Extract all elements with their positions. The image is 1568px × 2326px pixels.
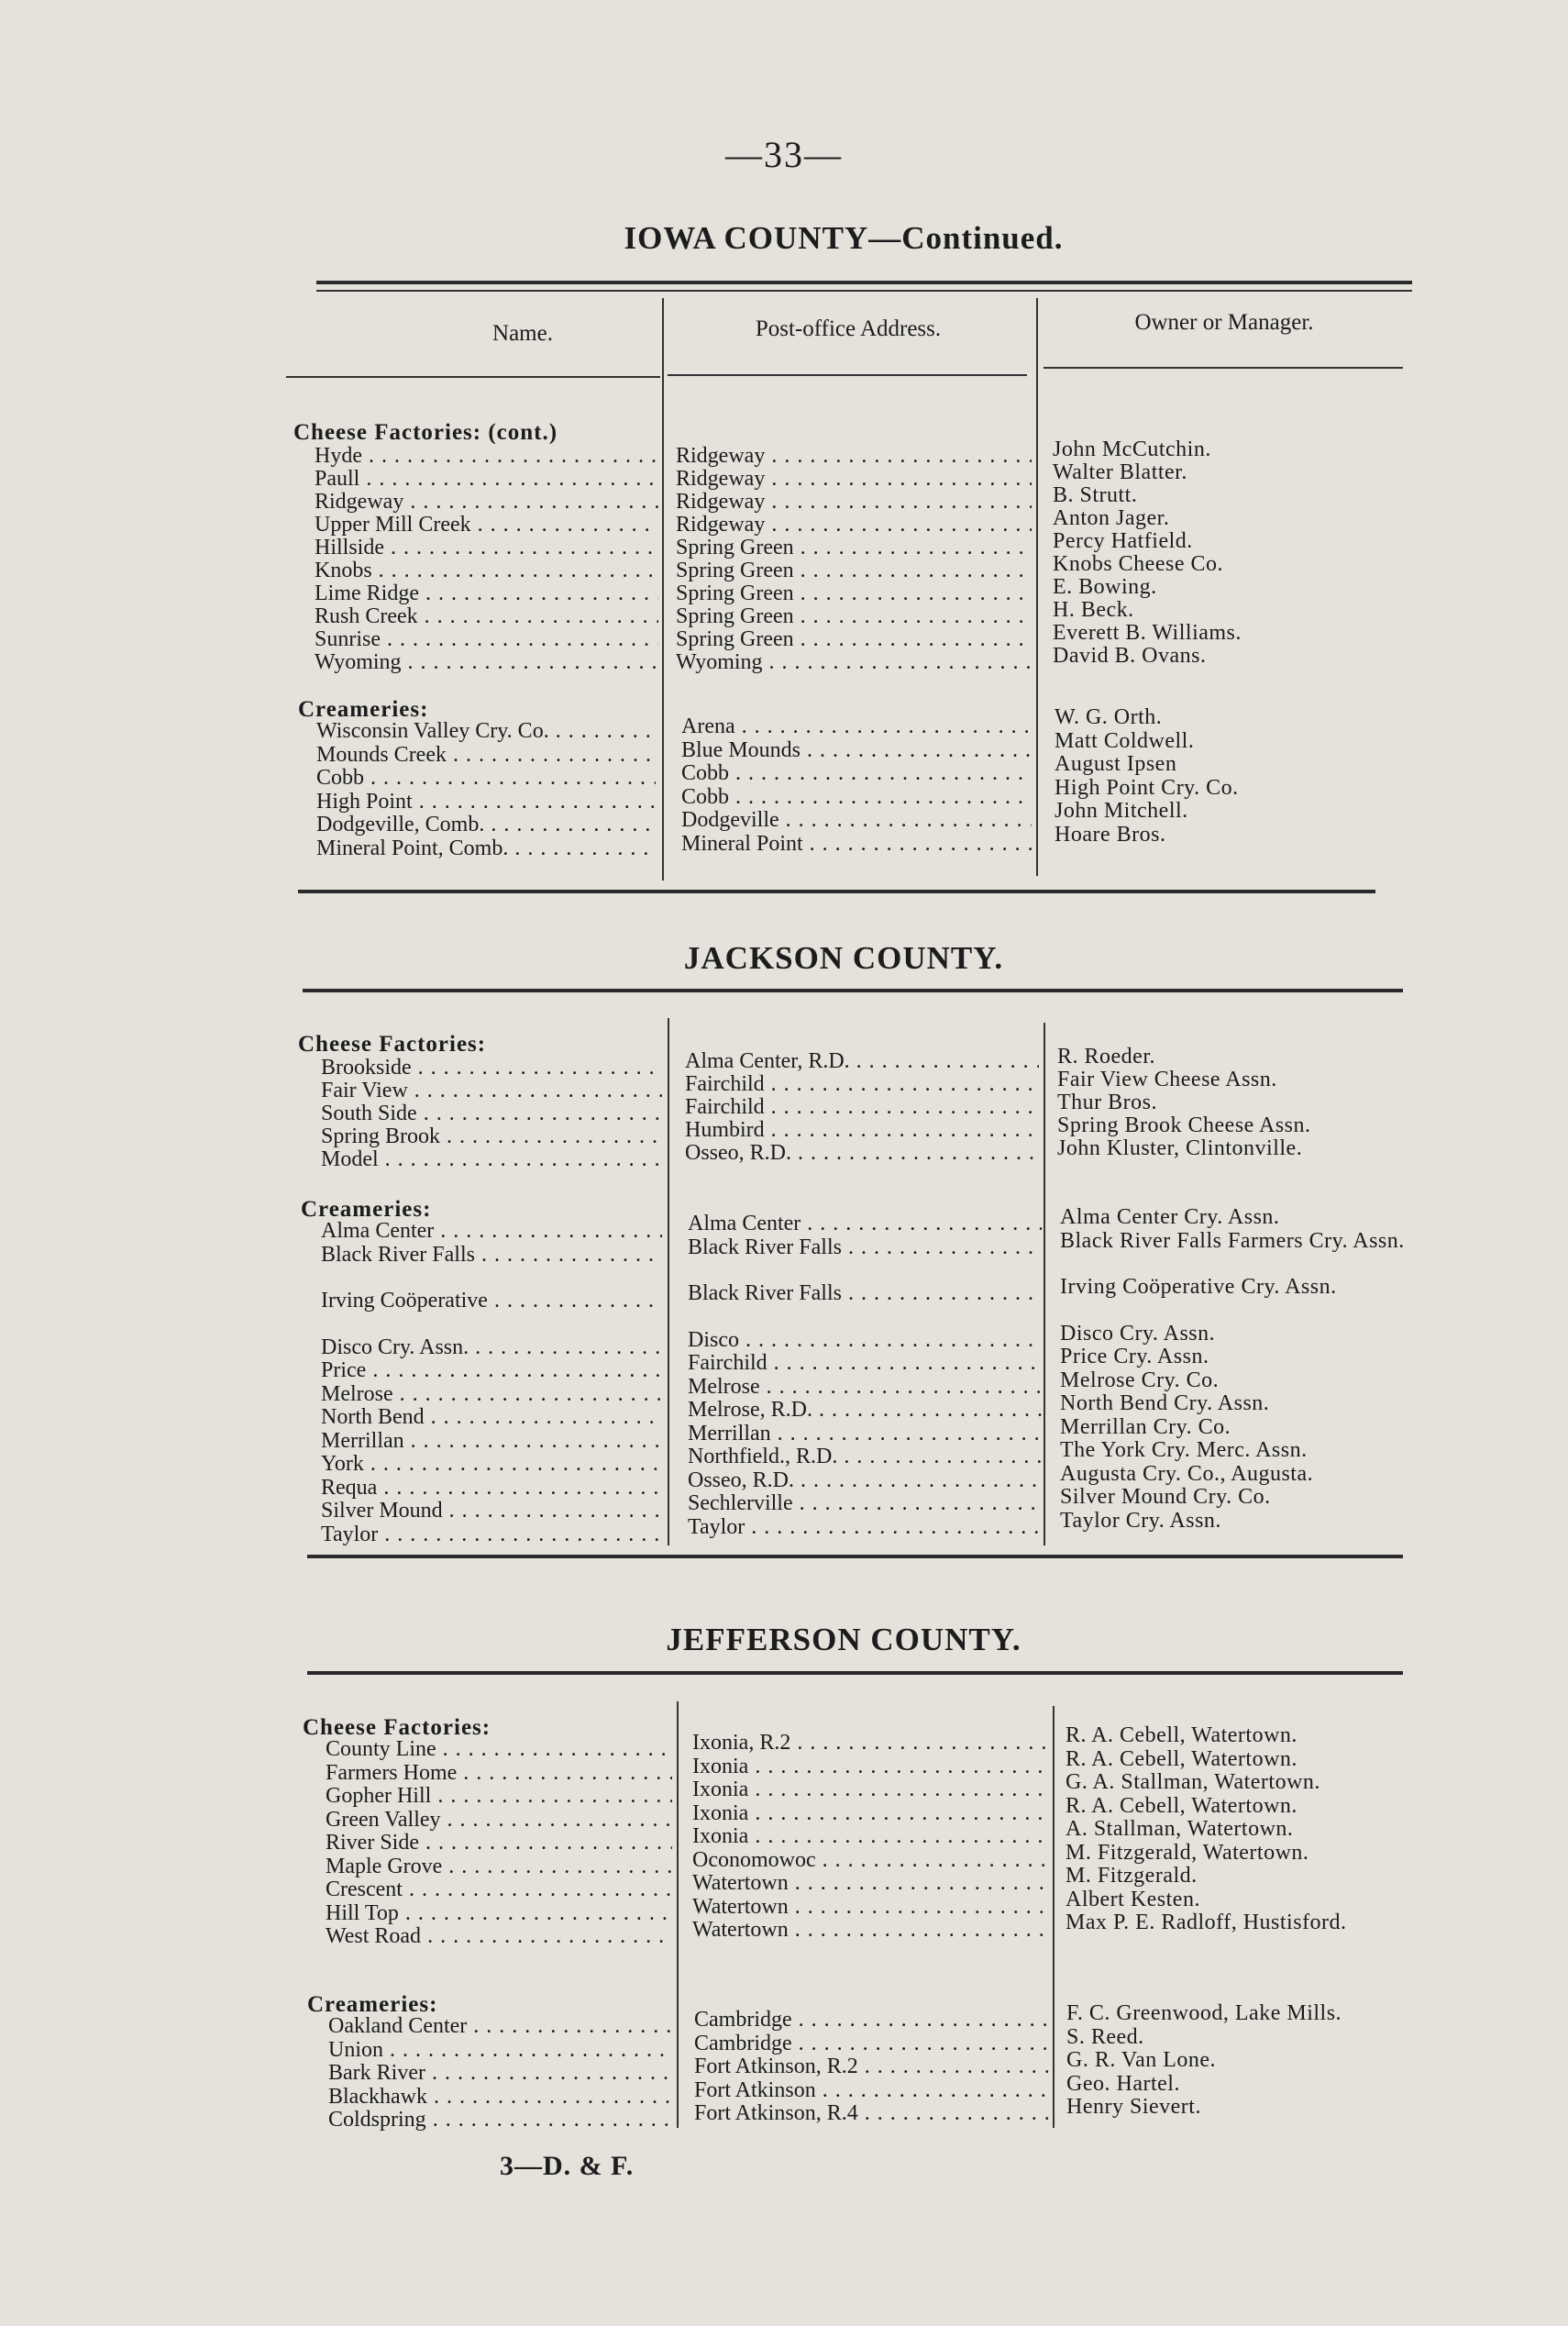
jackson-divider-1 (668, 1018, 669, 1545)
post-office-address: Osseo, R.D. . . . (688, 1469, 1042, 1492)
factory-name: Disco Cry. Assn. . . . (321, 1336, 662, 1359)
owner-manager: M. Fitzgerald. (1066, 1864, 1198, 1888)
post-office-address: Watertown . . . (692, 1919, 1048, 1942)
post-office-address: Blue Mounds . . . (681, 739, 1032, 762)
iowa-header-owner: Owner or Manager. (1134, 310, 1314, 335)
factory-name: Black River Falls . . . (321, 1244, 662, 1267)
owner-manager: Albert Kesten. (1066, 1887, 1200, 1911)
post-office-address: Spring Green . . . (676, 628, 1032, 651)
jackson-cream-label: Creameries: (301, 1197, 432, 1222)
post-office-address: Northfield., R.D. . . . (688, 1445, 1042, 1468)
post-office-address: Ridgeway . . . (676, 514, 1032, 537)
owner-manager: B. Strutt. (1053, 483, 1138, 507)
factory-name: Wyoming . . . (315, 651, 658, 674)
owner-manager: John McCutchin. (1053, 438, 1211, 461)
post-office-address: Ridgeway . . . (676, 468, 1032, 491)
owner-manager: Thur Bros. (1057, 1091, 1157, 1114)
jackson-county-title: JACKSON COUNTY. (683, 940, 1004, 976)
iowa-header-rule-name (286, 376, 660, 378)
owner-manager: R. A. Cebell, Watertown. (1066, 1793, 1297, 1818)
iowa-divider-2 (1036, 298, 1038, 876)
owner-manager: G. R. Van Lone. (1066, 2048, 1217, 2072)
post-office-address: Alma Center, R.D. . . . (685, 1050, 1039, 1073)
factory-name: Upper Mill Creek . . . (315, 514, 658, 537)
factory-name: Gopher Hill . . . (326, 1785, 672, 1808)
post-office-address: Fairchild . . . (685, 1096, 1039, 1119)
owner-manager: Merrillan Cry. Co. (1060, 1414, 1231, 1439)
factory-name: Farmers Home . . . (326, 1762, 672, 1785)
factory-name: River Side . . . (326, 1832, 672, 1855)
factory-name: County Line . . . (326, 1738, 672, 1761)
factory-name: York . . . (321, 1453, 662, 1476)
owner-manager: R. A. Cebell, Watertown. (1066, 1746, 1297, 1771)
post-office-address: Ixonia . . . (692, 1778, 1048, 1801)
post-office-address: Alma Center . . . (688, 1213, 1042, 1235)
iowa-header-name: Name. (492, 321, 553, 346)
post-office-address: Cobb . . . (681, 786, 1032, 809)
owner-manager: Everett B. Williams. (1053, 621, 1242, 645)
factory-name: Price . . . (321, 1359, 662, 1382)
factory-name: Spring Brook . . . (321, 1125, 662, 1148)
factory-name: Paull . . . (315, 468, 658, 491)
owner-manager: S. Reed. (1066, 2024, 1144, 2049)
owner-manager: John Mitchell. (1055, 799, 1188, 823)
factory-name: North Bend . . . (321, 1406, 662, 1429)
jefferson-top-rule (307, 1671, 1403, 1675)
factory-name: Mounds Creek . . . (316, 744, 656, 767)
factory-name: Cobb . . . (316, 767, 656, 790)
owner-manager: Anton Jager. (1053, 506, 1170, 530)
factory-name: West Road . . . (326, 1925, 672, 1948)
owner-manager: H. Beck. (1053, 598, 1134, 622)
owner-manager: David B. Ovans. (1053, 644, 1207, 668)
owner-manager: Black River Falls Farmers Cry. Assn. (1060, 1228, 1405, 1253)
owner-manager: E. Bowing. (1053, 575, 1157, 599)
factory-name: Taylor . . . (321, 1523, 662, 1546)
post-office-address: Dodgeville . . . (681, 809, 1032, 832)
post-office-address: Fairchild . . . (685, 1073, 1039, 1096)
factory-name: Maple Grove . . . (326, 1855, 672, 1878)
factory-name: Model . . . (321, 1148, 662, 1171)
owner-manager: Taylor Cry. Assn. (1060, 1508, 1221, 1533)
iowa-header-rule-address (668, 374, 1027, 376)
post-office-address: Fort Atkinson . . . (694, 2079, 1052, 2102)
iowa-top-rule (316, 281, 1412, 284)
factory-name: Lime Ridge . . . (315, 582, 658, 605)
owner-manager: Alma Center Cry. Assn. (1060, 1205, 1280, 1229)
jackson-divider-2 (1043, 1023, 1045, 1545)
owner-manager: Henry Sievert. (1066, 2095, 1201, 2119)
owner-manager: Matt Coldwell. (1055, 728, 1195, 753)
factory-name: Mineral Point, Comb. . . . (316, 837, 656, 860)
iowa-county-title: IOWA COUNTY—Continued. (624, 220, 1064, 256)
post-office-address: Ixonia . . . (692, 1825, 1048, 1848)
post-office-address: Sechlerville . . . (688, 1492, 1042, 1515)
factory-name: Requa . . . (321, 1477, 662, 1500)
factory-name: Ridgeway . . . (315, 491, 658, 514)
post-office-address: Black River Falls . . . (688, 1236, 1042, 1259)
owner-manager: John Kluster, Clintonville. (1057, 1136, 1303, 1160)
owner-manager: Irving Coöperative Cry. Assn. (1060, 1275, 1337, 1299)
factory-name: Hyde . . . (315, 445, 658, 468)
owner-manager: Max P. E. Radloff, Hustisford. (1066, 1911, 1347, 1934)
post-office-address: Spring Green . . . (676, 537, 1032, 559)
page-number: —33— (725, 134, 843, 175)
owner-manager: August Ipsen (1055, 752, 1177, 776)
post-office-address: Fairchild . . . (688, 1352, 1042, 1375)
post-office-address: Humbird . . . (685, 1119, 1039, 1142)
iowa-top-rule-2 (316, 290, 1412, 292)
jefferson-divider-1 (677, 1701, 679, 2128)
factory-name: Green Valley . . . (326, 1809, 672, 1832)
post-office-address: Oconomowoc . . . (692, 1849, 1048, 1872)
owner-manager: Augusta Cry. Co., Augusta. (1060, 1461, 1314, 1486)
factory-name: Sunrise . . . (315, 628, 658, 651)
factory-name: Coldspring . . . (328, 2109, 672, 2132)
owner-manager: A. Stallman, Watertown. (1066, 1817, 1294, 1841)
post-office-address: Fort Atkinson, R.2 . . . (694, 2055, 1052, 2078)
iowa-divider-1 (662, 298, 664, 881)
post-office-address: Ridgeway . . . (676, 491, 1032, 514)
factory-name: Dodgeville, Comb. . . . (316, 814, 656, 836)
post-office-address: Ixonia . . . (692, 1802, 1048, 1825)
post-office-address: Spring Green . . . (676, 582, 1032, 605)
owner-manager: Melrose Cry. Co. (1060, 1368, 1220, 1392)
owner-manager: Hoare Bros. (1055, 822, 1166, 847)
post-office-address: Merrillan . . . (688, 1423, 1042, 1445)
factory-name: Union . . . (328, 2039, 672, 2062)
post-office-address: Ixonia . . . (692, 1756, 1048, 1778)
post-office-address: Watertown . . . (692, 1896, 1048, 1919)
iowa-header-address: Post-office Address. (755, 316, 942, 341)
owner-manager: Knobs Cheese Co. (1053, 552, 1223, 576)
post-office-address: Wyoming . . . (676, 651, 1032, 674)
iowa-cheese-label: Cheese Factories: (cont.) (293, 420, 558, 445)
owner-manager: R. A. Cebell, Watertown. (1066, 1723, 1297, 1747)
post-office-address: Black River Falls . . . (688, 1282, 1042, 1305)
jefferson-divider-2 (1053, 1706, 1055, 2128)
factory-name: Crescent . . . (326, 1878, 672, 1901)
factory-name: Brookside . . . (321, 1057, 662, 1080)
post-office-address: Arena . . . (681, 715, 1032, 738)
factory-name: Bark River . . . (328, 2062, 672, 2085)
owner-manager: M. Fitzgerald, Watertown. (1066, 1840, 1309, 1865)
factory-name: Hillside . . . (315, 537, 658, 559)
factory-name: Irving Coöperative . . . (321, 1290, 662, 1313)
post-office-address: Melrose . . . (688, 1376, 1042, 1399)
post-office-address: Spring Green . . . (676, 605, 1032, 628)
factory-name: Silver Mound . . . (321, 1500, 662, 1523)
iowa-cream-label: Creameries: (298, 697, 429, 722)
jefferson-cream-label: Creameries: (307, 1992, 438, 2017)
factory-name: Hill Top . . . (326, 1902, 672, 1925)
post-office-address: Spring Green . . . (676, 559, 1032, 582)
owner-manager: R. Roeder. (1057, 1045, 1155, 1069)
jackson-bottom-rule (307, 1555, 1403, 1558)
owner-manager: F. C. Greenwood, Lake Mills. (1066, 2001, 1342, 2025)
iowa-bottom-rule (298, 890, 1375, 893)
factory-name: Knobs . . . (315, 559, 658, 582)
factory-name: Fair View . . . (321, 1080, 662, 1102)
factory-name: Merrillan . . . (321, 1430, 662, 1453)
factory-name: Oakland Center . . . (328, 2015, 672, 2038)
owner-manager: High Point Cry. Co. (1055, 775, 1239, 800)
post-office-address: Cambridge . . . (694, 2009, 1052, 2032)
post-office-address: Cobb . . . (681, 762, 1032, 785)
factory-name: High Point . . . (316, 791, 656, 814)
post-office-address: Fort Atkinson, R.4 . . . (694, 2102, 1052, 2125)
factory-name: Melrose . . . (321, 1383, 662, 1406)
owner-manager: Geo. Hartel. (1066, 2071, 1180, 2096)
iowa-header-rule-owner (1043, 367, 1403, 369)
jefferson-county-title: JEFFERSON COUNTY. (666, 1622, 1021, 1657)
post-office-address: Ixonia, R.2 . . . (692, 1732, 1048, 1755)
owner-manager: Price Cry. Assn. (1060, 1345, 1209, 1368)
owner-manager: The York Cry. Merc. Assn. (1060, 1438, 1308, 1462)
jackson-cheese-label: Cheese Factories: (298, 1032, 487, 1057)
post-office-address: Osseo, R.D. . . . (685, 1142, 1039, 1165)
post-office-address: Ridgeway . . . (676, 445, 1032, 468)
factory-name: Alma Center . . . (321, 1220, 662, 1243)
post-office-address: Mineral Point . . . (681, 833, 1032, 856)
jackson-top-rule (303, 989, 1403, 992)
page-footer: 3—D. & F. (500, 2151, 635, 2181)
owner-manager: North Bend Cry. Assn. (1060, 1391, 1270, 1415)
post-office-address: Melrose, R.D. . . . (688, 1399, 1042, 1422)
factory-name: Blackhawk . . . (328, 2086, 672, 2109)
owner-manager: Spring Brook Cheese Assn. (1057, 1113, 1311, 1137)
owner-manager: G. A. Stallman, Watertown. (1066, 1770, 1320, 1794)
owner-manager: W. G. Orth. (1055, 705, 1163, 729)
post-office-address: Taylor . . . (688, 1516, 1042, 1539)
factory-name: South Side . . . (321, 1102, 662, 1125)
owner-manager: Percy Hatfield. (1053, 529, 1193, 553)
owner-manager: Fair View Cheese Assn. (1057, 1068, 1277, 1091)
post-office-address: Disco . . . (688, 1329, 1042, 1352)
owner-manager: Disco Cry. Assn. (1060, 1321, 1216, 1346)
factory-name: Rush Creek . . . (315, 605, 658, 628)
owner-manager: Silver Mound Cry. Co. (1060, 1485, 1271, 1509)
post-office-address: Cambridge . . . (694, 2032, 1052, 2055)
post-office-address: Watertown . . . (692, 1872, 1048, 1895)
jefferson-cheese-label: Cheese Factories: (303, 1715, 491, 1740)
factory-name: Wisconsin Valley Cry. Co. . . . (316, 720, 656, 743)
owner-manager: Walter Blatter. (1053, 460, 1187, 484)
